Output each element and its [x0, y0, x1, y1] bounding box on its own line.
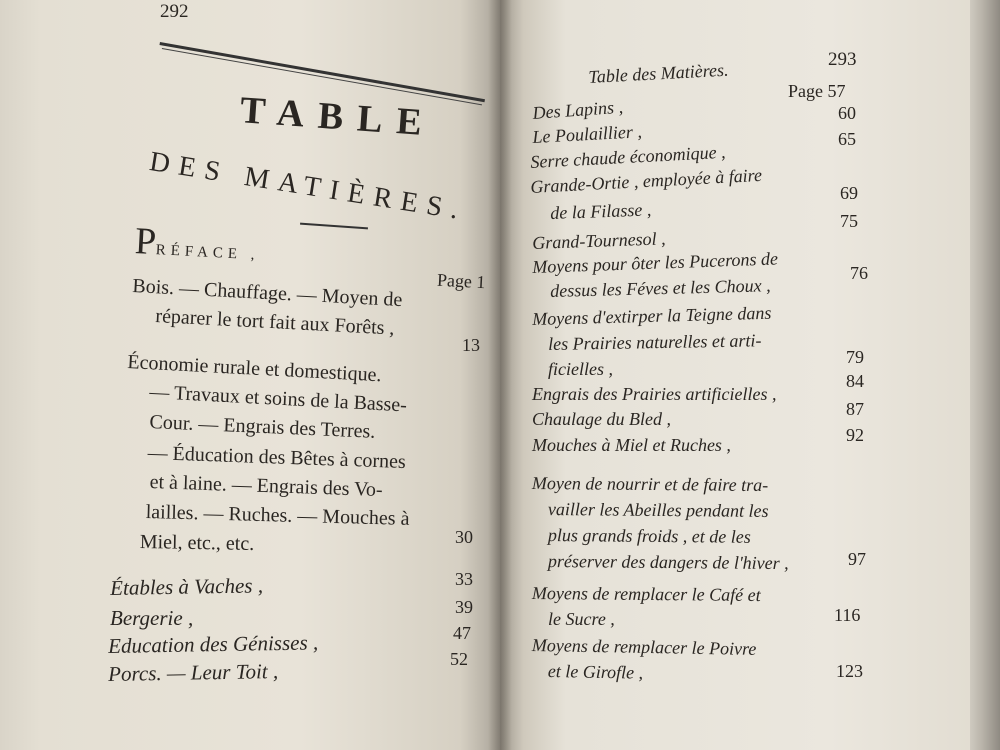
preface-page: Page 1 [436, 269, 486, 293]
toc-entry-line: Économie rurale et domestique. [126, 351, 383, 387]
toc-entry-line: et à laine. — Engrais des Vo- [149, 471, 384, 502]
toc-entry-line: Des Lapins , [531, 96, 624, 123]
toc-entry-line: le Sucre , [548, 609, 615, 629]
toc-entry-page: 60 [838, 103, 856, 123]
toc-entry-line: Grand-Tournesol , [531, 228, 666, 253]
toc-entry-page: 123 [836, 661, 863, 681]
toc-entry-page: 33 [455, 569, 473, 589]
toc-entry-page: 84 [846, 371, 864, 391]
preface-heading [134, 222, 261, 266]
toc-entry-italic: Bergerie , [110, 606, 194, 630]
toc-entry-page: 79 [846, 347, 864, 367]
preface-rest: RÉFACE , [155, 242, 260, 264]
toc-entry-page: 87 [846, 399, 864, 419]
toc-entry-line: Le Poulaillier , [531, 121, 643, 147]
toc-entry-page: 92 [846, 425, 864, 445]
toc-entry-italic: Porcs. — Leur Toit , [107, 659, 279, 686]
toc-entry-line: — Travaux et soins de la Basse- [148, 381, 408, 417]
toc-entry-line: vailler les Abeilles pendant les [547, 499, 769, 521]
toc-entry-italic: Education des Génisses , [107, 630, 319, 658]
toc-entry-line: lailles. — Ruches. — Mouches à [145, 501, 410, 530]
toc-entry-page: 69 [840, 183, 858, 203]
toc-entry-line: Bois. — Chauffage. — Moyen de [131, 275, 403, 312]
toc-entry-line: et le Girofle , [547, 661, 644, 683]
toc-entry-page: 47 [453, 623, 471, 643]
toc-entry-page: 97 [848, 549, 866, 569]
toc-entry-line: Engrais des Prairies artificielles , [532, 384, 777, 404]
toc-entry-page: 65 [838, 129, 856, 149]
toc-entry-line: Moyens pour ôter les Pucerons de [531, 248, 779, 277]
toc-entry-line: les Prairies naturelles et arti- [547, 330, 762, 354]
toc-entry-line: Moyens d'extirper la Teigne dans [531, 302, 772, 329]
toc-entry-line: préserver des dangers de l'hiver , [547, 551, 789, 574]
toc-entry-line: de la Filasse , [549, 199, 652, 223]
right-page-number: 293 [828, 49, 857, 70]
title-rule [300, 223, 368, 230]
preface-cap: P [133, 220, 158, 264]
toc-entry-page: 116 [834, 605, 861, 625]
toc-entry-line: — Éducation des Bêtes à cornes [147, 442, 407, 474]
toc-entry-line: réparer le tort fait aux Forêts , [154, 305, 396, 340]
toc-entry-line: Chaulage du Bled , [532, 409, 671, 429]
toc-entry-line: plus grands froids , et de les [547, 525, 751, 547]
page-edges [970, 0, 1000, 750]
toc-entry-italic: Étables à Vaches , [109, 573, 264, 600]
toc-entry-line: Serre chaude économique , [529, 141, 727, 172]
running-head: Table des Matières. [587, 59, 729, 87]
page-subtitle: DES MATIÈRES. [147, 146, 470, 227]
left-page-number: 292 [160, 1, 189, 22]
toc-entry-page: 52 [450, 649, 468, 669]
toc-entry-line: Mouches à Miel et Ruches , [532, 435, 731, 455]
toc-entry-page: 76 [850, 263, 868, 283]
toc-entry-line: dessus les Féves et les Choux , [549, 275, 771, 301]
page-title: TABLE [238, 89, 438, 145]
right-page-label: Page 57 [788, 81, 846, 101]
toc-entry-line: Miel, etc., etc. [139, 531, 255, 555]
toc-entry-line: Cour. — Engrais des Terres. [149, 411, 376, 443]
double-rule [159, 42, 485, 102]
toc-entry-page: 39 [455, 597, 473, 617]
toc-entry-page: 13 [462, 335, 480, 355]
toc-entry-line: Grande-Ortie , employée à faire [529, 164, 763, 197]
toc-entry-line: Moyens de remplacer le Café et [531, 583, 761, 605]
book-gutter [488, 0, 512, 750]
toc-entry-page: 30 [455, 527, 473, 547]
toc-entry-line: Moyen de nourrir et de faire tra- [531, 473, 769, 496]
toc-entry-line: ficielles , [548, 359, 613, 379]
right-page [500, 0, 970, 750]
toc-entry-line: Moyens de remplacer le Poivre [531, 635, 757, 659]
toc-entry-page: 75 [840, 211, 858, 231]
